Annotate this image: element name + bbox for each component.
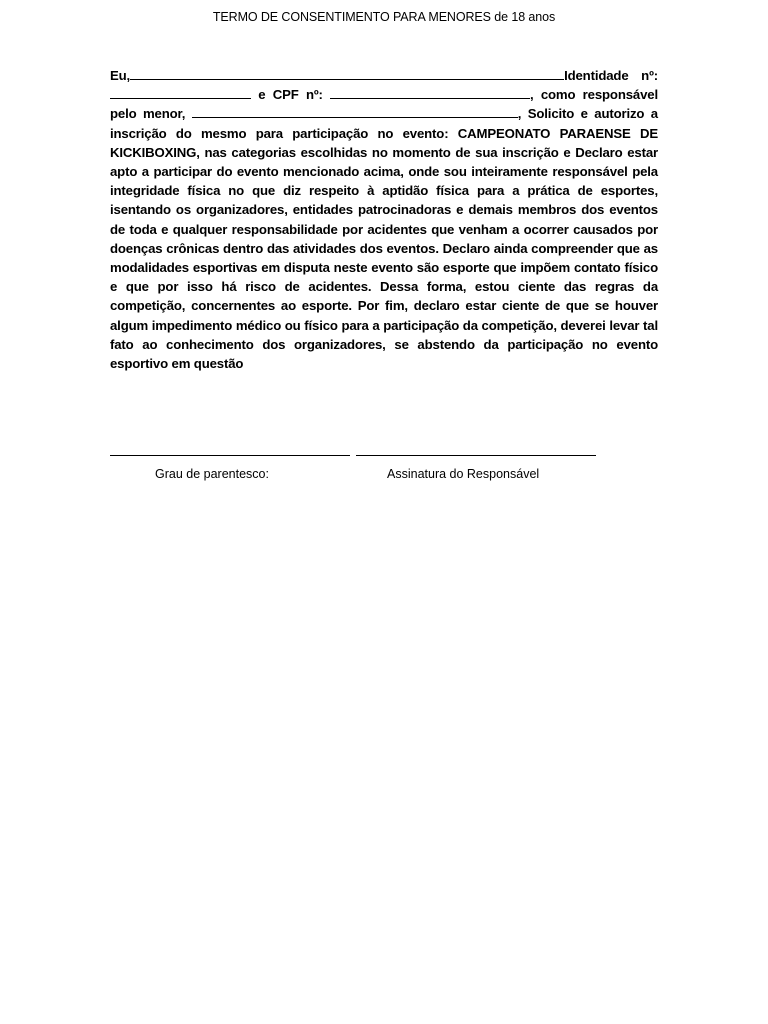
text-responsavel: , como responsável	[530, 87, 658, 103]
relationship-signature-line[interactable]	[110, 455, 350, 456]
text-identidade: Identidade nº:	[564, 68, 658, 83]
guardian-signature-label: Assinatura do Responsável	[387, 467, 540, 481]
identity-blank[interactable]	[110, 86, 251, 99]
text-eu: Eu,	[110, 68, 131, 83]
relationship-label: Grau de parentesco:	[155, 467, 269, 481]
cpf-blank[interactable]	[330, 86, 530, 99]
guardian-signature-line[interactable]	[356, 455, 596, 456]
consent-text	[110, 66, 658, 373]
text-pelo-menor: pelo menor,	[110, 106, 192, 122]
document-title: TERMO DE CONSENTIMENTO PARA MENORES de 18 anos	[212, 10, 556, 24]
name-blank[interactable]	[130, 67, 564, 80]
consent-paragraph: inscrição do mesmo para participação no evento: CAMPEONATO PARAENSE DE KICKIBOXING, nas categorias escolhidas no momento de sua inscrição e Declaro estar apto a participar do evento mencionado acima, onde sou inteiramente responsável pela integridade física no que diz respeito à aptidão física para a prática de esportes, isentando os organizadores, entidades patrocinadoras e demais membros dos eventos de toda e qualquer responsabilidade por acidentes que venham a ocorrer causados por doenças crônicas dentro das atividades dos eventos. Declaro ainda compreender que as modalidades esportivas em disputa neste evento são esporte que impõem contato físico e que por isso há risco de acidentes. Dessa forma, estou ciente das regras da competição, concernentes ao esporte. Por fim, declaro estar ciente de que se houver algum impedimento médico ou físico para a participação da competição, deverei levar tal fato ao conhecimento dos organizadores, se abstendo da participação no evento esportivo em questão	[110, 125, 658, 372]
minor-name-blank[interactable]	[192, 105, 518, 118]
text-solicito: , Solicito e autorizo a	[517, 106, 658, 122]
text-cpf: e CPF nº:	[251, 87, 331, 103]
